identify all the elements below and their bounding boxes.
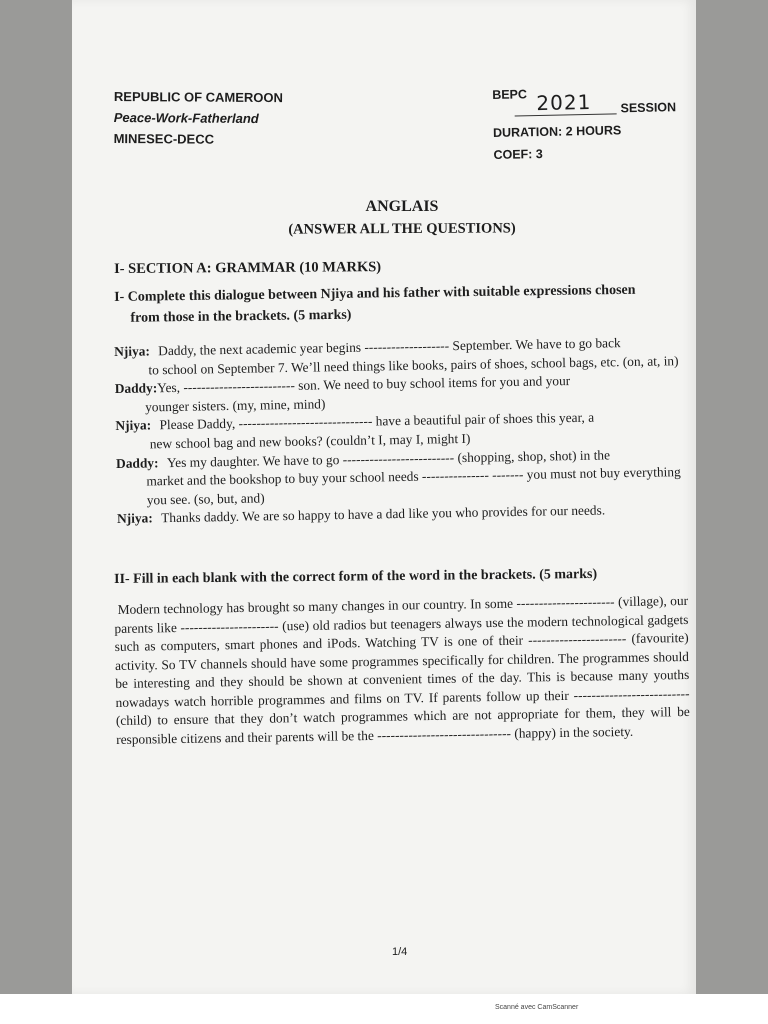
speaker-name: Daddy: xyxy=(114,380,158,397)
page-title: ANGLAIS xyxy=(365,198,439,215)
passage-text: Modern technology has brought so many changes in our country. In some ---------------------- (village), our parents like ---------------------- (use) old radios but teenagers always use the modern technological gadgets such as computers, smart phones and iPods. Watching TV is one of their ---------------------- (favourite) activity. So TV channels should have some programmes specifically for children. The programmes should be interesting and they should be shown at convenient times of the day. This is because many youths nowadays watch horrible programmes and films on TV. If parents follow up their -------------------------- (child) to ensure that they don’t watch programmes which are not appropriate for them, they will be responsible citizens and their parents will be the ------------------------------ (happy) in the society. xyxy=(114,592,690,747)
page-subtitle: (ANSWER ALL THE QUESTIONS) xyxy=(288,220,516,238)
header-right xyxy=(492,80,694,164)
dialogue-line: Daddy, the next academic year begins ------------------- September. We have to go back xyxy=(158,335,621,359)
ministry-name: MINESEC-DECC xyxy=(113,130,215,147)
dialogue-line: Please Daddy, ------------------------------ have a beautiful pair of shoes this year, a xyxy=(159,410,595,433)
speaker-name: Njiya: xyxy=(115,417,152,434)
exam-sheet xyxy=(72,0,696,994)
session-label: SESSION xyxy=(620,100,677,116)
exam-duration: DURATION: 2 HOURS xyxy=(492,123,622,140)
session-underline xyxy=(515,113,617,116)
dialogue-continuation: market and the bookshop to buy your school needs --------------- ------- you must not buy everything you see. (so, but, and) xyxy=(146,464,681,508)
dialogue-continuation: younger sisters. (my, mine, mind) xyxy=(144,396,326,415)
part1-instruction xyxy=(114,279,695,329)
header-left xyxy=(114,86,283,150)
fill-in-passage xyxy=(114,592,690,749)
scan-footer xyxy=(0,994,768,1024)
exam-name: BEPC xyxy=(492,87,528,102)
dialogue-line: Yes, ------------------------- son. We need to buy school items for you and your xyxy=(157,373,571,396)
part1-instruction-line2: from those in the brackets. (5 marks) xyxy=(130,307,352,326)
speaker-name: Njiya: xyxy=(116,510,153,527)
page-number: 1/4 xyxy=(392,946,408,958)
part1-instruction-line1: I- Complete this dialogue between Njiya and his father with suitable expressions chosen xyxy=(114,282,636,305)
speaker-name: Njiya: xyxy=(114,343,150,359)
national-motto: Peace-Work-Fatherland xyxy=(113,109,259,127)
country-name: REPUBLIC OF CAMEROON xyxy=(113,88,283,106)
dialogue-line: Yes my daughter. We have to go ------------------------- (shopping, shop, shot) in the xyxy=(166,446,611,470)
dialogue xyxy=(114,333,699,529)
exam-coefficient: COEF: 3 xyxy=(493,146,543,162)
scanner-watermark: Scanné avec CamScanner xyxy=(495,1004,579,1011)
exam-year: 2021 xyxy=(536,89,592,116)
dialogue-turn xyxy=(116,444,699,510)
dialogue-line: Thanks daddy. We are so happy to have a dad like you who provides for our needs. xyxy=(160,502,606,526)
dialogue-continuation: to school on September 7. We’ll need things like books, pairs of shoes, school bags, etc. (on, at, in) xyxy=(148,352,679,377)
part2-instruction: II- Fill in each blank with the correct form of the word in the brackets. (5 marks) xyxy=(114,566,598,587)
speaker-name: Daddy: xyxy=(115,454,159,471)
dialogue-continuation: new school bag and new books? (couldn’t I, may I, might I) xyxy=(149,430,471,452)
section-a-heading: I- SECTION A: GRAMMAR (10 MARKS) xyxy=(114,259,382,277)
